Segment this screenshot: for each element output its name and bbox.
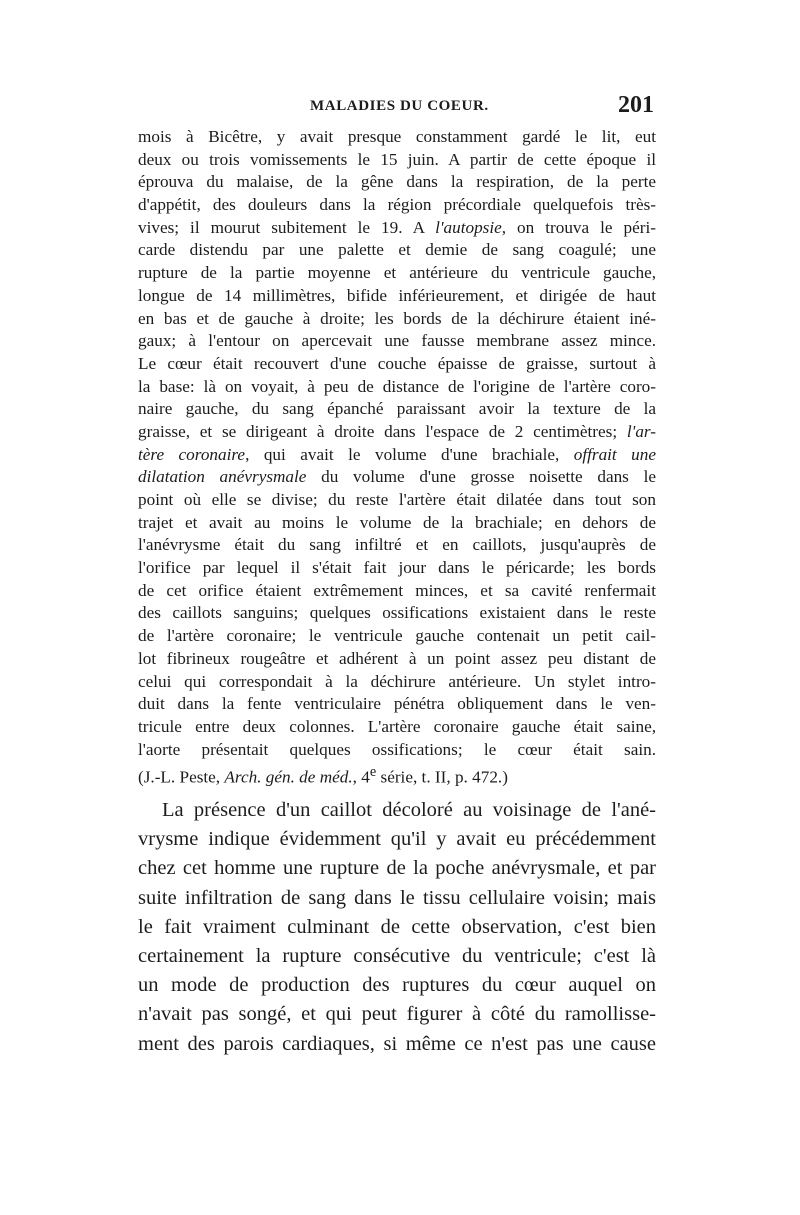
text-line: chez cet homme une rupture de la poche anévrysmale, et par bbox=[138, 857, 656, 880]
text-line: l'aorte présentait quelques ossifications; le cœur était sain. bbox=[138, 739, 656, 759]
text-line: certainement la rupture consécutive du ventricule; c'est là bbox=[138, 944, 656, 967]
text-line: La présence d'un caillot décoloré au voisinage de l'ané- bbox=[162, 799, 656, 821]
text-line: Le cœur était recouvert d'une couche épaisse de graisse, surtout à bbox=[138, 353, 656, 373]
text-line: tère coronaire, qui avait le volume d'une brachiale, offrait une bbox=[138, 444, 656, 464]
text-line: des caillots sanguins; quelques ossifications existaient dans le reste bbox=[138, 603, 656, 623]
text-line: trajet et avait au moins le volume de la brachiale; en dehors de bbox=[138, 512, 656, 532]
text-line: carde distendu par une palette et demie de sang coagulé; une bbox=[138, 240, 656, 260]
text-line: éprouva du malaise, de la gêne dans la respiration, de la perte bbox=[138, 172, 656, 192]
page-number: 201 bbox=[618, 92, 654, 118]
text-line: graisse, et se dirigeant à droite dans l'espace de 2 centimètres; l'ar- bbox=[138, 421, 656, 441]
text-line: un mode de production des ruptures du cœur auquel on bbox=[138, 974, 656, 997]
text-line: l'orifice par lequel il s'était fait jour dans le péricarde; les bords bbox=[138, 558, 656, 578]
italic-dilatation: dilatation anévrysmale bbox=[138, 467, 307, 487]
text-line: lot fibrineux rougeâtre et adhérent à un point assez peu distant de bbox=[138, 648, 656, 668]
text-line: naire gauche, du sang épanché paraissant avoir la texture de la bbox=[138, 399, 656, 419]
text-line: suite infiltration de sang dans le tissu cellulaire voisin; mais bbox=[138, 886, 656, 909]
running-title: MALADIES DU COEUR. bbox=[310, 98, 489, 114]
text-line: gaux; à l'entour on apercevait une fausse membrane assez mince. bbox=[138, 331, 656, 351]
text-line: ment des parois cardiaques, si même ce n'est pas une cause bbox=[138, 1032, 656, 1055]
text-line: rupture de la partie moyenne et antérieure du ventricule gauche, bbox=[138, 263, 656, 283]
text-line: longue de 14 millimètres, bifide inférieurement, et dirigée de haut bbox=[138, 285, 656, 305]
text-line: duit dans la fente ventriculaire pénétra obliquement dans le ven- bbox=[138, 694, 656, 714]
text-line: de cet orifice étaient extrêmement minces, et sa cavité renfermait bbox=[138, 580, 656, 600]
case-report-paragraph bbox=[138, 126, 656, 787]
italic-lart: l'ar- bbox=[626, 421, 656, 441]
text-line: n'avait pas songé, et qui peut figurer à côté du ramollisse- bbox=[138, 1003, 656, 1026]
italic-autopsie: l'autopsie bbox=[435, 217, 502, 237]
citation-line: (J.-L. Peste, Arch. gén. de méd., 4e série, t. II, p. 472.) bbox=[138, 764, 508, 787]
italic-tere-coronaire: tère coronaire bbox=[138, 444, 246, 464]
text-line: tricule entre deux colonnes. L'artère coronaire gauche était saine, bbox=[138, 716, 656, 736]
text-line: dilatation anévrysmale du volume d'une grosse noisette dans le bbox=[138, 467, 656, 487]
text-line: la base: là on voyait, à peu de distance de l'origine de l'artère coro- bbox=[138, 376, 656, 396]
commentary-paragraph bbox=[138, 796, 656, 1059]
text-line: en bas et de gauche à droite; les bords de la déchirure étaient iné- bbox=[138, 308, 656, 328]
text-line: mois à Bicêtre, y avait presque constamment gardé le lit, eut bbox=[138, 127, 656, 146]
italic-journal-title: Arch. gén. de méd. bbox=[224, 767, 353, 787]
text-line: vives; il mourut subitement le 19. A l'autopsie, on trouva le péri- bbox=[138, 217, 656, 237]
text-line: deux ou trois vomissements le 15 juin. A partir de cette époque il bbox=[138, 149, 656, 169]
text-line: de l'artère coronaire; le ventricule gauche contenait un petit cail- bbox=[138, 626, 656, 646]
text-line: point où elle se divise; du reste l'artère était dilatée dans tout son bbox=[138, 490, 656, 509]
text-line: le fait vraiment culminant de cette observation, c'est bien bbox=[138, 915, 656, 938]
italic-offrait-une: offrait une bbox=[573, 444, 656, 464]
text-line: vrysme indique évidemment qu'il y avait eu précédemment bbox=[138, 828, 656, 851]
running-head bbox=[138, 92, 656, 122]
superscript-e: e bbox=[369, 764, 377, 781]
text-line: l'anévrysme était du sang infiltré et en caillots, jusqu'auprès de bbox=[138, 535, 656, 555]
text-line: d'appétit, des douleurs dans la région précordiale quelquefois très- bbox=[138, 195, 656, 215]
text-line: celui qui correspondait à la déchirure antérieure. Un stylet intro- bbox=[138, 671, 656, 691]
